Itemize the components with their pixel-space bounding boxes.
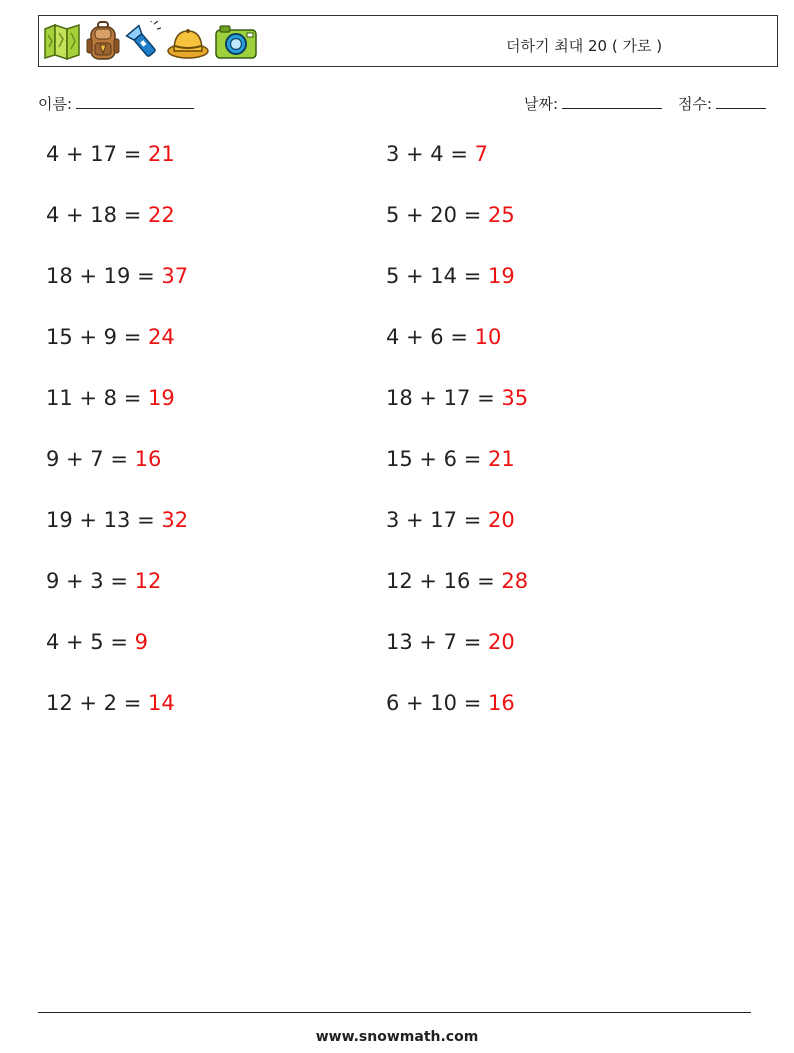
problem-question: 3 + 17 = [386, 508, 488, 532]
map-icon [42, 21, 82, 61]
score-blank-line [716, 96, 766, 109]
problem-question: 12 + 2 = [46, 691, 148, 715]
footer-divider [38, 1012, 751, 1013]
problem-item [46, 569, 161, 593]
problem-answer: 37 [161, 264, 189, 288]
flashlight-icon [124, 21, 162, 61]
problem-question: 3 + 4 = [386, 142, 475, 166]
camera-icon [214, 21, 258, 61]
problem-question: 12 + 16 = [386, 569, 502, 593]
problem-question: 6 + 10 = [386, 691, 488, 715]
footer-url: www.snowmath.com [315, 1029, 479, 1045]
problem-item [386, 691, 515, 715]
problem-answer: 20 [487, 508, 515, 532]
problem-answer: 24 [147, 325, 175, 349]
problem-answer: 28 [501, 569, 529, 593]
problem-question: 5 + 14 = [386, 264, 488, 288]
problem-answer: 25 [487, 203, 515, 227]
problem-answer: 16 [487, 691, 515, 715]
problem-question: 13 + 7 = [386, 630, 488, 654]
safari-hat-icon [166, 21, 210, 61]
problem-item [46, 508, 188, 532]
problem-question: 9 + 3 = [46, 569, 135, 593]
problem-question: 11 + 8 = [46, 386, 148, 410]
problem-answer: 20 [487, 630, 515, 654]
problem-answer: 22 [147, 203, 175, 227]
problem-answer: 35 [501, 386, 529, 410]
problem-item [46, 447, 161, 471]
name-label: 이름: [38, 95, 73, 113]
problem-question: 19 + 13 = [46, 508, 162, 532]
problem-question: 15 + 9 = [46, 325, 148, 349]
date-blank-line [562, 96, 662, 109]
problem-item [386, 630, 515, 654]
problem-question: 4 + 17 = [46, 142, 148, 166]
problem-item [386, 325, 501, 349]
problem-item [386, 386, 528, 410]
problem-answer: 14 [147, 691, 175, 715]
problem-question: 5 + 20 = [386, 203, 488, 227]
problem-answer: 9 [134, 630, 148, 654]
worksheet-title: 더하기 최대 20 ( 가로 ) [506, 37, 663, 55]
problem-answer: 10 [474, 325, 502, 349]
header-icons [42, 21, 258, 61]
problem-answer: 32 [161, 508, 189, 532]
problem-item [46, 630, 148, 654]
problem-item [386, 447, 515, 471]
problem-answer: 21 [147, 142, 175, 166]
problem-item [46, 203, 175, 227]
date-label: 날짜: [524, 95, 559, 113]
problem-answer: 16 [134, 447, 162, 471]
problem-answer: 21 [487, 447, 515, 471]
problem-question: 18 + 17 = [386, 386, 502, 410]
problem-item [386, 569, 528, 593]
name-field [38, 93, 194, 114]
problem-item [46, 142, 175, 166]
date-field [524, 93, 662, 114]
problem-item [386, 142, 488, 166]
backpack-icon [86, 21, 120, 61]
problem-item [386, 203, 515, 227]
score-label: 점수: [678, 95, 713, 113]
problem-question: 4 + 18 = [46, 203, 148, 227]
problem-question: 9 + 7 = [46, 447, 135, 471]
problem-question: 4 + 6 = [386, 325, 475, 349]
score-field [678, 93, 766, 114]
problem-answer: 7 [474, 142, 488, 166]
problem-answer: 19 [487, 264, 515, 288]
problem-item [46, 264, 188, 288]
problem-item [46, 691, 175, 715]
name-blank-line [76, 96, 194, 109]
problem-answer: 19 [147, 386, 175, 410]
problem-item [386, 508, 515, 532]
problem-answer: 12 [134, 569, 162, 593]
problem-item [386, 264, 515, 288]
problem-item [46, 386, 175, 410]
problem-question: 4 + 5 = [46, 630, 135, 654]
problem-question: 18 + 19 = [46, 264, 162, 288]
problem-item [46, 325, 175, 349]
worksheet-header [38, 15, 778, 67]
problem-question: 15 + 6 = [386, 447, 488, 471]
